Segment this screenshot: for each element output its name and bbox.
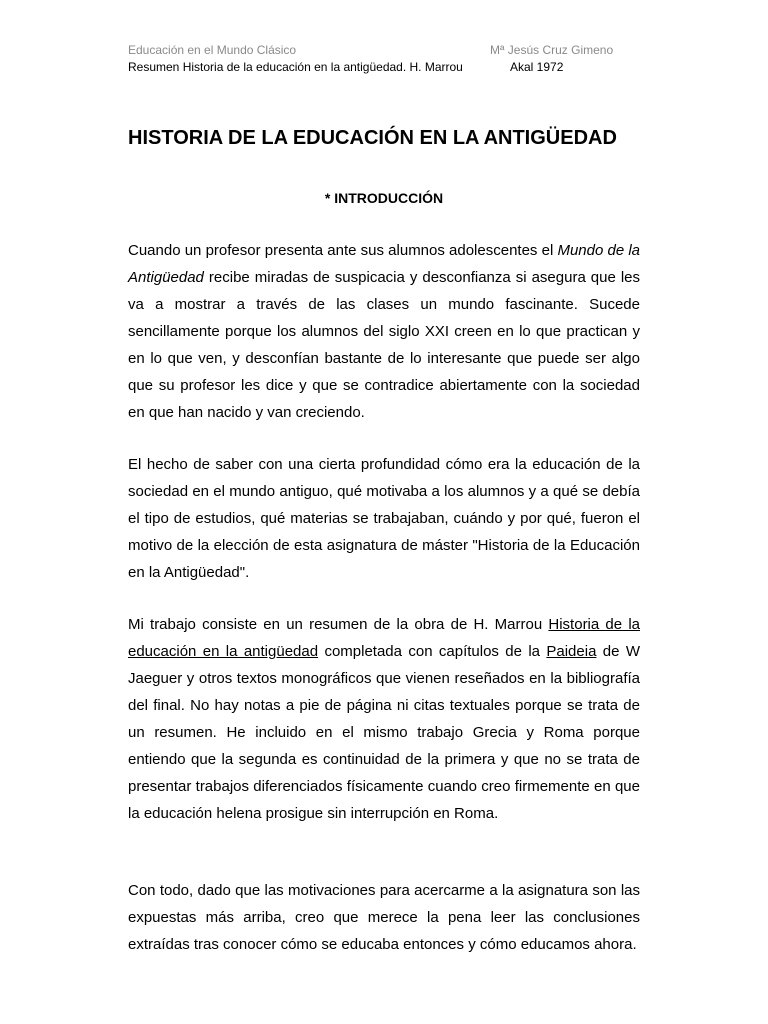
paragraph-3 (128, 611, 640, 827)
paragraph-3-text-b: completada con capítulos de la (318, 643, 547, 660)
paragraph-1-text-b: recibe miradas de suspicacia y desconfianza si asegura que les va a mostrar a través de las clases un mundo fascinante. Sucede sencillamente porque los alumnos del siglo XXI creen en lo que practican y en lo que ven, y desconfían bastante de lo interesante que puede ser algo que su profesor les dice y que se contradice abiertamente con la sociedad en que han nacido y van creciendo. (128, 269, 640, 421)
header-summary-title: Resumen Historia de la educación en la antigüedad. H. Marrou (128, 60, 463, 74)
running-header (128, 42, 640, 76)
header-row-bottom (128, 59, 640, 76)
paragraph-3-text-c: de W Jaeguer y otros textos monográficos que vienen reseñados en la bibliografía del final. No hay notas a pie de página ni citas textuales porque se trata de un resumen. He incluido en el mismo trabajo Grecia y Roma porque entiendo que la segunda es continuidad de la primera y que no se trata de presentar trabajos diferenciados físicamente cuando creo firmemente en que la educación helena prosigue sin interrupción en Roma. (128, 643, 640, 822)
paragraph-3-book-title: Historia de la educación en la antigüedad (128, 616, 640, 660)
document-title: HISTORIA DE LA EDUCACIÓN EN LA ANTIGÜEDAD (128, 127, 617, 149)
paragraph-2: El hecho de saber con una cierta profundidad cómo era la educación de la sociedad en el mundo antiguo, qué motivaba a los alumnos y a qué se debía el tipo de estudios, qué materias se trabajaban, cuándo y por qué, fueron el motivo de la elección de esta asignatura de máster "Historia de la Educación en la Antigüedad". (128, 456, 640, 581)
paragraph-1 (128, 237, 640, 426)
header-author: Mª Jesús Cruz Gimeno (490, 43, 614, 57)
paragraph-3-text-a: Mi trabajo consiste en un resumen de la obra de H. Marrou (128, 616, 549, 633)
paragraph-1-text-a: Cuando un profesor presenta ante sus alumnos adolescentes el (128, 242, 558, 259)
header-publisher: Akal 1972 (510, 60, 564, 74)
paragraph-3-paideia: Paideia (546, 643, 597, 660)
paragraph-1-italic-term: Mundo de la Antigüedad (128, 242, 641, 286)
header-course-name: Educación en el Mundo Clásico (128, 43, 297, 57)
paragraph-4: Con todo, dado que las motivaciones para acercarme a la asignatura son las expuestas más arriba, creo que merece la pena leer las conclusiones extraídas tras conocer cómo se educaba entonces y cómo educamos ahora. (128, 882, 640, 953)
section-heading: * INTRODUCCIÓN (324, 190, 444, 206)
header-row-top (128, 42, 640, 59)
